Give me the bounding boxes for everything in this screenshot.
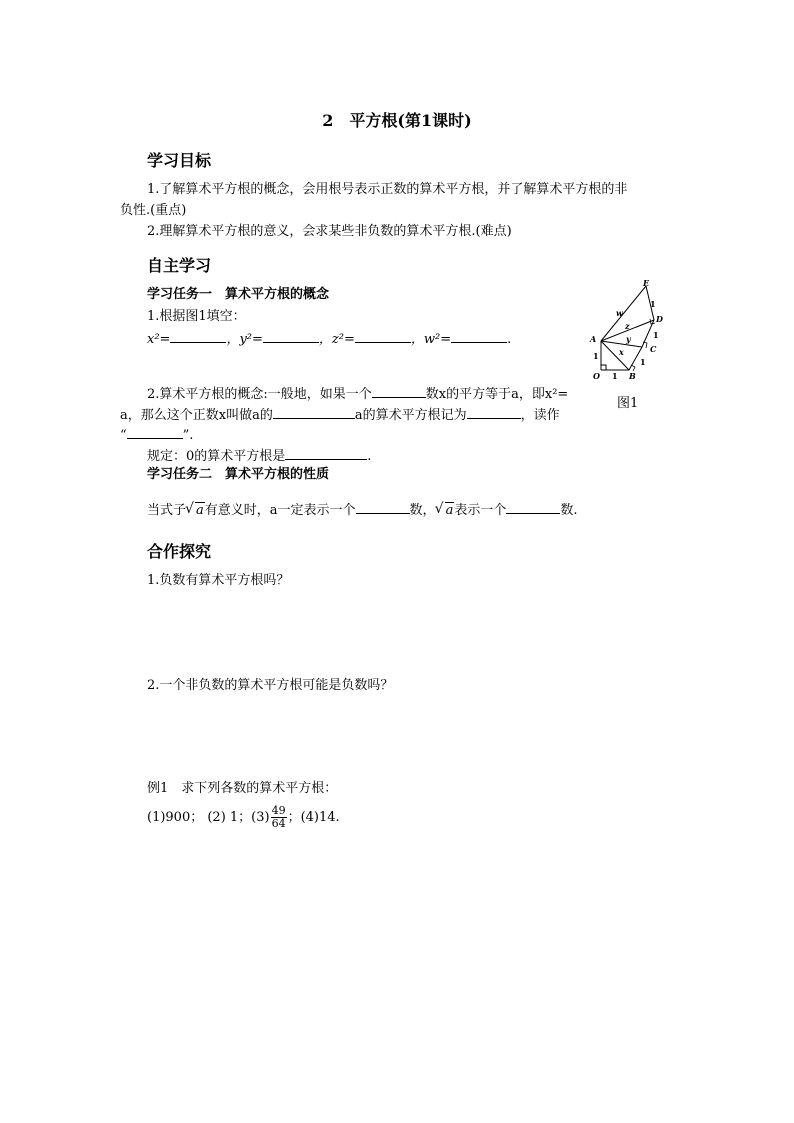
point-A: A — [590, 334, 597, 344]
blank-a-type[interactable] — [356, 500, 410, 514]
sqrt-a-symbol: √ a — [186, 502, 205, 520]
label-OB: 1 — [612, 371, 618, 381]
point-O: O — [593, 371, 600, 381]
label-z: z — [625, 321, 630, 331]
q1-var-x: x²= — [147, 332, 171, 347]
t2-text-b: 有意义时，a一定表示一个 — [204, 503, 356, 518]
q2-text-c: a，那么这个正数x叫做a的 — [120, 408, 273, 423]
label-y: y — [626, 334, 631, 344]
label-DE: 1 — [650, 299, 656, 309]
blank-y-squared[interactable] — [263, 329, 319, 343]
blank-notation[interactable] — [467, 405, 521, 419]
cooperation-heading: 合作探究 — [147, 542, 212, 561]
label-w: w — [616, 308, 623, 318]
example-items — [147, 803, 340, 833]
q2-text-e: ，读作 — [520, 408, 560, 423]
label-BC: 1 — [640, 357, 646, 367]
example-items-a: (1)900； (2) 1；(3) — [147, 810, 270, 825]
task2-title: 学习任务二 算术平方根的性质 — [147, 467, 330, 482]
q1-var-y: ，y²= — [226, 332, 263, 347]
task1-q1-fill-line — [147, 329, 511, 349]
blank-z-squared[interactable] — [355, 329, 411, 343]
task1-q2-line3 — [120, 425, 193, 445]
q2-text-d: a的算术平方根记为 — [354, 408, 467, 423]
t2-text-c: 数， — [409, 503, 436, 518]
task1-title: 学习任务一 算术平方根的概念 — [147, 287, 330, 302]
figure-1-diagram — [588, 280, 678, 386]
t2-text-d: 表示一个 — [454, 503, 507, 518]
q2-text-g: ”. — [182, 428, 194, 443]
blank-w-squared[interactable] — [451, 329, 507, 343]
sqrt-a-symbol-2: √ a — [436, 502, 455, 520]
q1-end: . — [507, 332, 512, 347]
q2-text-b: 数x的平方等于a，即x²= — [425, 387, 569, 402]
example-items-b: ；(4)14. — [287, 810, 340, 825]
point-B: B — [629, 371, 636, 381]
q1-var-z: ，z²= — [318, 332, 355, 347]
t2-text-e: 数. — [560, 503, 578, 518]
rule-line — [147, 446, 371, 466]
cooperation-q2: 2.一个非负数的算术平方根可能是负数吗？ — [147, 678, 394, 693]
objectives-heading: 学习目标 — [147, 151, 212, 170]
fraction-49-64: $\frac{49}{64}$ — [271, 804, 286, 830]
q2-text-a: 2.算术平方根的概念:一般地，如果一个 — [147, 387, 372, 402]
q2-text-f: “ — [120, 428, 127, 443]
q1-var-w: ，w²= — [410, 332, 452, 347]
page-title: 2 平方根(第1课时) — [322, 111, 472, 130]
objective-1-line2: 负性.(重点) — [120, 203, 187, 218]
label-x: x — [619, 347, 624, 357]
label-CD: 1 — [653, 330, 659, 340]
task1-q1-intro: 1.根据图1填空： — [147, 309, 246, 324]
cooperation-q1: 1.负数有算术平方根吗？ — [147, 573, 290, 588]
label-AO: 1 — [593, 351, 599, 361]
objective-2: 2.理解算术平方根的意义，会求某些非负数的算术平方根.(难点) — [147, 224, 512, 239]
blank-positive[interactable] — [372, 384, 426, 398]
point-E: E — [643, 280, 650, 288]
point-C: C — [650, 344, 657, 354]
rule-text: 规定：0的算术平方根是 — [147, 449, 286, 464]
self-study-heading: 自主学习 — [147, 256, 212, 275]
blank-concept[interactable] — [273, 405, 355, 419]
blank-reading[interactable] — [127, 425, 183, 439]
figure-1-caption: 图1 — [617, 396, 639, 411]
blank-x-squared[interactable] — [170, 329, 226, 343]
blank-sqrt-type[interactable] — [506, 500, 560, 514]
task2-statement — [147, 500, 577, 520]
objective-1-line1: 1.了解算术平方根的概念，会用根号表示正数的算术平方根，并了解算术平方根的非 — [147, 182, 628, 197]
blank-zero-root[interactable] — [285, 446, 367, 460]
t2-text-a: 当式子 — [147, 503, 187, 518]
task1-q2-line1 — [147, 384, 568, 404]
point-D: D — [656, 314, 663, 324]
task1-q2-line2 — [120, 405, 560, 425]
rule-end: . — [367, 449, 372, 464]
example-title: 例1 求下列各数的算术平方根： — [147, 781, 338, 796]
